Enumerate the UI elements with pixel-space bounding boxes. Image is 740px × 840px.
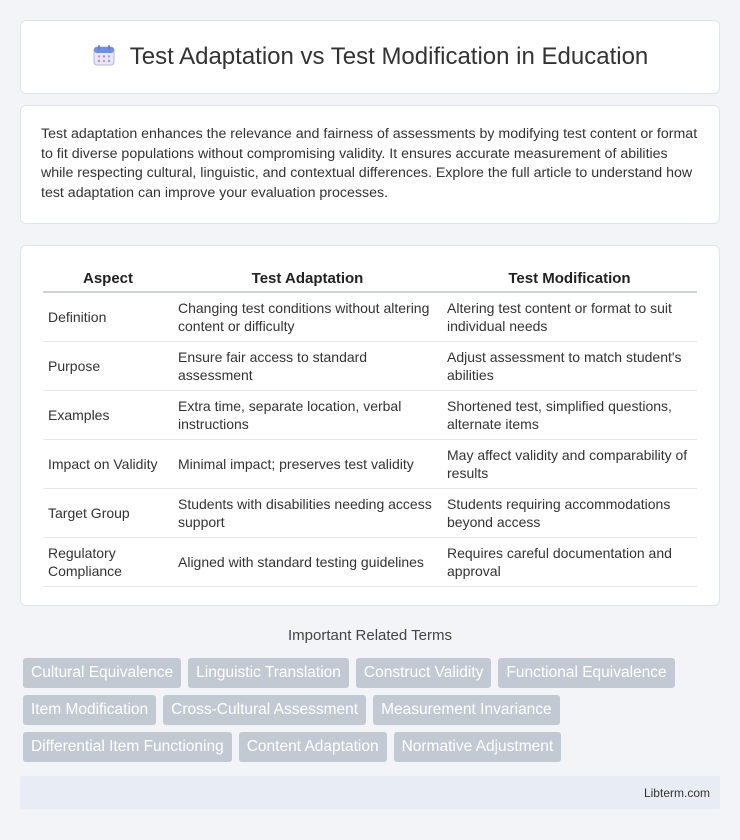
row-aspect: Examples (43, 391, 173, 440)
row-aspect: Regulatory Compliance (43, 538, 173, 587)
calendar-icon (92, 43, 116, 72)
table-row (43, 342, 697, 391)
term-tag[interactable]: Functional Equivalence (498, 658, 674, 688)
row-adaptation: Ensure fair access to standard assessment (173, 342, 442, 391)
row-modification: May affect validity and comparability of results (442, 440, 697, 489)
intro-text: Test adaptation enhances the relevance and fairness of assessments by modifying test content or format to fit diverse populations without compromising validity. It ensures accurate measurement of abilities while respecting cultural, linguistic, and contextual differences. Explore the full article to understand how test adaptation can improve your evaluation processes. (41, 126, 698, 201)
term-tag[interactable]: Cross-Cultural Assessment (163, 695, 366, 725)
footer (20, 776, 720, 809)
row-modification: Altering test content or format to suit individual needs (442, 293, 697, 342)
footer-site-link[interactable]: Libterm.com (643, 785, 710, 800)
intro-card (20, 105, 720, 224)
term-tag[interactable]: Normative Adjustment (394, 732, 562, 762)
header-aspect: Aspect (43, 264, 173, 293)
row-aspect: Purpose (43, 342, 173, 391)
term-tag[interactable]: Item Modification (23, 695, 156, 725)
row-modification: Requires careful documentation and approval (442, 538, 697, 587)
table-header-row (43, 264, 697, 293)
table-row (43, 391, 697, 440)
page-header (20, 20, 720, 94)
related-terms-list (20, 658, 720, 762)
row-adaptation: Aligned with standard testing guidelines (173, 538, 442, 587)
table-row (43, 293, 697, 342)
row-modification: Students requiring accommodations beyond access (442, 489, 697, 538)
header-test-adaptation: Test Adaptation (173, 264, 442, 293)
comparison-card (20, 245, 720, 606)
row-adaptation: Students with disabilities needing access support (173, 489, 442, 538)
comparison-table (43, 264, 697, 587)
row-adaptation: Changing test conditions without altering content or difficulty (173, 293, 442, 342)
term-tag[interactable]: Content Adaptation (239, 732, 387, 762)
term-tag[interactable]: Construct Validity (356, 658, 491, 688)
related-terms-title: Important Related Terms (288, 627, 452, 644)
header-test-modification: Test Modification (442, 264, 697, 293)
table-row (43, 538, 697, 587)
term-tag[interactable]: Linguistic Translation (188, 658, 349, 688)
table-row (43, 440, 697, 489)
term-tag[interactable]: Differential Item Functioning (23, 732, 232, 762)
row-aspect: Target Group (43, 489, 173, 538)
row-modification: Shortened test, simplified questions, alternate items (442, 391, 697, 440)
term-tag[interactable]: Measurement Invariance (373, 695, 560, 725)
row-adaptation: Minimal impact; preserves test validity (173, 440, 442, 489)
term-tag[interactable]: Cultural Equivalence (23, 658, 181, 688)
row-aspect: Impact on Validity (43, 440, 173, 489)
row-modification: Adjust assessment to match student's abilities (442, 342, 697, 391)
row-adaptation: Extra time, separate location, verbal instructions (173, 391, 442, 440)
page-title: Test Adaptation vs Test Modification in Education (129, 43, 649, 70)
table-row (43, 489, 697, 538)
row-aspect: Definition (43, 293, 173, 342)
